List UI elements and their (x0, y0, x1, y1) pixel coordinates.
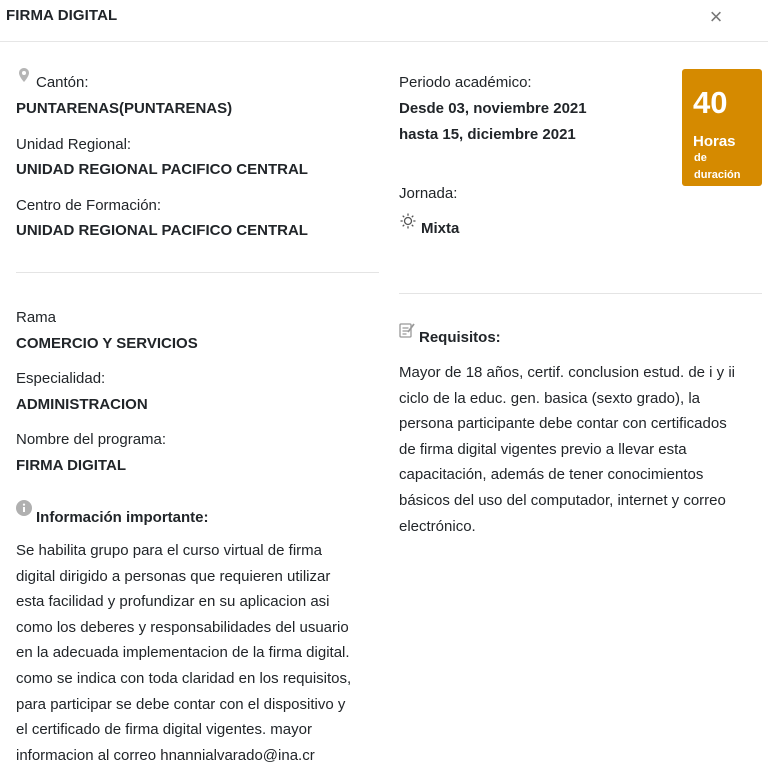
checklist-icon (399, 322, 415, 338)
requisitos-text-line: capacitación, además de tener conocimientos (399, 466, 704, 484)
requisitos-text-line: persona participante debe contar con certificados (399, 415, 727, 433)
dialog-header (0, 0, 768, 42)
info-text-line: como los deberes y responsabilidades del usuario (16, 618, 349, 636)
programa-value: FIRMA DIGITAL (16, 457, 126, 474)
info-text-line: como se indica con toda claridad en los requisitos, (16, 669, 352, 687)
periodo-desde: Desde 03, noviembre 2021 (399, 100, 587, 117)
requisitos-text-line: electrónico. (399, 517, 476, 535)
especialidad-value: ADMINISTRACION (16, 396, 148, 413)
duracion-label: duración (694, 169, 741, 181)
info-text (16, 538, 386, 768)
dialog-title: FIRMA DIGITAL (6, 7, 118, 24)
info-text-line: informacion al correo hnannialvarado@ina.cr (16, 746, 315, 764)
horas-label: Horas (693, 133, 736, 150)
periodo-label: Periodo académico: (399, 74, 532, 91)
requisitos-text (399, 360, 761, 539)
requisitos-text-line: básicos del uso del computador, internet y correo (399, 491, 726, 509)
jornada-value: Mixta (421, 220, 460, 237)
right-divider (399, 293, 762, 294)
sun-icon (400, 213, 416, 229)
hours-value: 40 (693, 85, 728, 120)
programa-label: Nombre del programa: (16, 431, 167, 448)
jornada-label: Jornada: (399, 185, 458, 202)
close-button[interactable]: × (709, 4, 723, 29)
especialidad-label: Especialidad: (16, 370, 106, 387)
map-marker-icon (19, 68, 29, 82)
info-text-line: en la adecuada implementacion de la firma digital. (16, 644, 350, 662)
info-text-line: el certificado de firma digital vigentes. mayor (16, 721, 312, 739)
canton-value: PUNTARENAS(PUNTARENAS) (16, 100, 233, 117)
info-icon (16, 500, 32, 516)
de-label: de (694, 152, 707, 164)
duration-badge (682, 69, 762, 186)
requisitos-text-line: ciclo de la educ. gen. basica (sexto grado), la (399, 389, 701, 407)
rama-label: Rama (16, 309, 57, 326)
info-text-line: esta facilidad y profundizar en su aplicacion asi (16, 593, 330, 611)
requisitos-text-line: Mayor de 18 años, certif. conclusion estud. de i y ii (399, 364, 736, 381)
rama-value: COMERCIO Y SERVICIOS (16, 335, 198, 352)
requisitos-title: Requisitos: (419, 329, 501, 346)
canton-label: Cantón: (36, 74, 89, 91)
info-text-line: digital dirigido a personas que requieren utilizar (16, 567, 331, 585)
info-title: Información importante: (36, 509, 209, 526)
info-text-line: Se habilita grupo para el curso virtual de firma (16, 542, 322, 559)
unidad-regional-value: UNIDAD REGIONAL PACIFICO CENTRAL (16, 161, 308, 178)
left-divider (16, 272, 379, 273)
requisitos-text-line: de firma digital vigentes previo a llevar esta (399, 440, 687, 458)
unidad-regional-label: Unidad Regional: (16, 136, 132, 153)
info-text-line: para participar se debe contar con el dispositivo y (16, 695, 346, 713)
centro-formacion-label: Centro de Formación: (16, 197, 162, 214)
periodo-hasta: hasta 15, diciembre 2021 (399, 126, 576, 143)
centro-formacion-value: UNIDAD REGIONAL PACIFICO CENTRAL (16, 222, 308, 239)
